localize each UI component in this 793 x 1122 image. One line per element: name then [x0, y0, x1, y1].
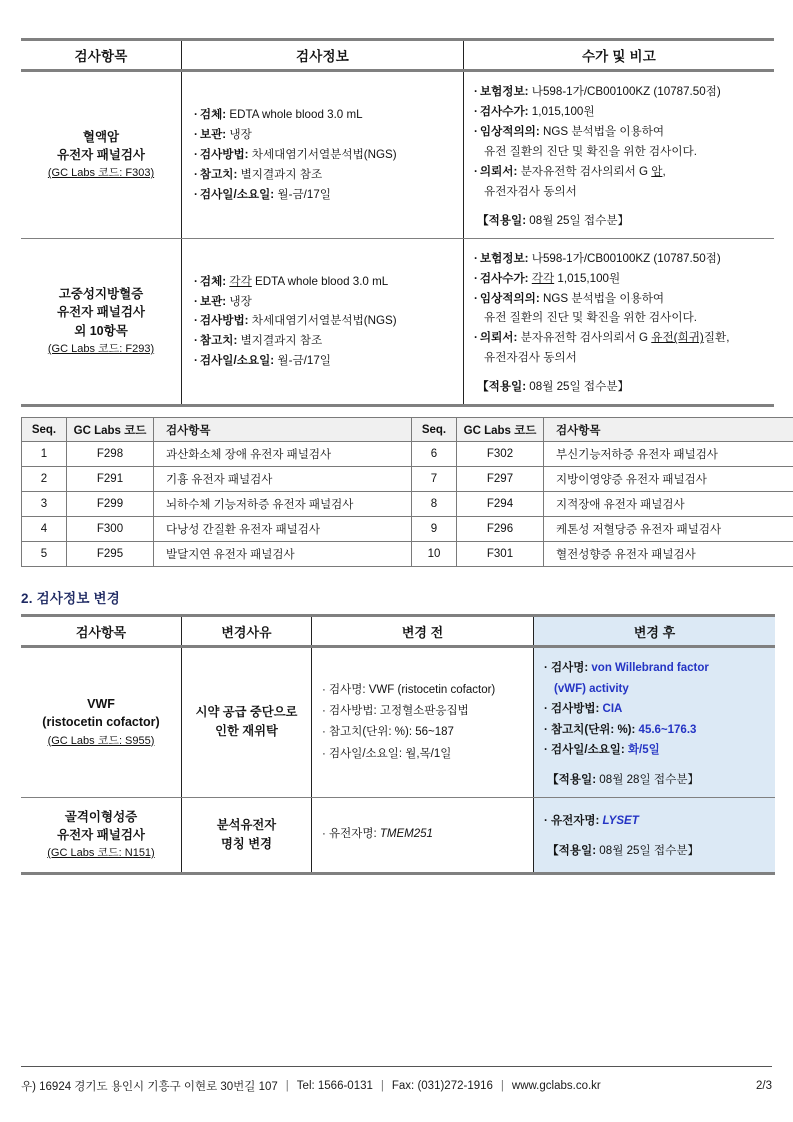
col-header-seq-right: Seq. — [412, 418, 457, 442]
cell-seq: 2 — [22, 467, 67, 492]
info-item: · 보관: 냉장 — [194, 127, 252, 141]
cell-seq: 9 — [412, 517, 457, 542]
cell-seq: 8 — [412, 492, 457, 517]
table-header-row — [21, 40, 774, 71]
col-header-after: 변경 후 — [534, 616, 776, 647]
new-tests-table — [21, 38, 774, 407]
test-item-cell — [21, 71, 182, 239]
col-header-seq-left: Seq. — [22, 418, 67, 442]
col-header-code-left: GC Labs 코드 — [67, 418, 154, 442]
cell-seq: 10 — [412, 542, 457, 567]
table-row — [21, 797, 775, 873]
col-header-test-item: 검사항목 — [21, 40, 182, 71]
info-item: · 참고치: 별지결과지 참조 — [194, 167, 323, 181]
test-item-cell — [21, 238, 182, 406]
apply-date: 【적용일: 08월 25일 접수분】 — [477, 380, 630, 394]
before-list — [322, 824, 527, 845]
test-name-line1: 혈액암 — [82, 129, 120, 144]
fee-item-cont: 유전자검사 동의서 — [484, 184, 577, 198]
test-name-line1: 고중성지방혈증 — [58, 287, 144, 302]
cell-code: F299 — [67, 492, 154, 517]
info-item: · 검체: EDTA whole blood 3.0 mL — [194, 107, 363, 121]
before-item: · 유전자명: TMEM251 — [322, 828, 433, 841]
cell-seq: 7 — [412, 467, 457, 492]
cell-seq: 3 — [22, 492, 67, 517]
test-code: (GC Labs 코드: F303) — [47, 166, 155, 179]
table-row — [21, 647, 775, 797]
cell-code: F294 — [457, 492, 544, 517]
table-row — [22, 467, 793, 492]
info-item: · 참고치: 별지결과지 참조 — [194, 334, 323, 348]
col-header-name-right: 검사항목 — [544, 418, 793, 442]
footer-separator: | — [285, 1080, 289, 1092]
fee-item-cont: 유전 질환의 진단 및 확진을 위한 검사이다. — [484, 144, 697, 158]
fee-info-list — [474, 82, 768, 202]
document-body — [21, 38, 772, 875]
cell-name: 지적장애 유전자 패널검사 — [544, 492, 793, 517]
test-item-cell — [21, 647, 182, 797]
after-cell — [534, 647, 776, 797]
test-name-line2: 유전자 패널검사 — [57, 147, 145, 162]
fee-item: · 임상적의의: NGS 분석법을 이용하여 — [474, 124, 665, 138]
col-header-name-left: 검사항목 — [154, 418, 412, 442]
test-name-line1: VWF — [87, 697, 115, 712]
test-info-list — [194, 272, 457, 372]
cell-code: F295 — [67, 542, 154, 567]
after-item: · 검사명: von Willebrand factor — [544, 662, 709, 675]
footer-address: 우) 16924 경기도 용인시 기흥구 이현로 30번길 107 — [21, 1081, 278, 1093]
cell-code: F302 — [457, 442, 544, 467]
after-cell — [534, 797, 776, 873]
cell-name: 케톤성 저혈당증 유전자 패널검사 — [544, 517, 793, 542]
cell-name: 지방이영양증 유전자 패널검사 — [544, 467, 793, 492]
apply-date: 【적용일: 08월 28일 접수분】 — [547, 772, 700, 786]
fee-item: · 의뢰서: 분자유전학 검사의뢰서 G 암, — [474, 164, 666, 178]
table-row — [21, 238, 774, 406]
after-list — [544, 658, 769, 760]
footer-tel: Tel: 1566-0131 — [296, 1080, 373, 1092]
reason-line1: 시약 공급 중단으로 — [195, 705, 298, 720]
change-reason-cell — [182, 647, 312, 797]
test-code: (GC Labs 코드: N151) — [47, 846, 155, 859]
cell-code: F300 — [67, 517, 154, 542]
fee-item: · 검사수가: 각각 1,015,100원 — [474, 271, 621, 285]
after-item: · 유전자명: LYSET — [544, 815, 639, 828]
test-code: (GC Labs 코드: F293) — [47, 342, 155, 355]
info-item: · 검사일/소요일: 월-금/17일 — [194, 354, 331, 368]
before-item: · 검사일/소요일: 월,목/1일 — [322, 747, 452, 760]
table-row — [21, 71, 774, 239]
page-footer — [21, 1078, 772, 1094]
info-item: · 검사일/소요일: 월-금/17일 — [194, 187, 331, 201]
subitems-table-wrapper — [21, 417, 772, 567]
test-info-cell — [182, 71, 464, 239]
test-name-line2: 유전자 패널검사 — [57, 827, 145, 842]
after-item: · 참고치(단위: %): 45.6~176.3 — [544, 723, 697, 736]
before-item: · 검사방법: 고정혈소판응집법 — [322, 705, 469, 718]
before-list — [322, 680, 527, 765]
cell-seq: 1 — [22, 442, 67, 467]
table-row — [22, 542, 793, 567]
fee-item: · 의뢰서: 분자유전학 검사의뢰서 G 유전(희귀)질환, — [474, 331, 730, 345]
cell-name: 혈전성향증 유전자 패널검사 — [544, 542, 793, 567]
reason-line1: 분석유전자 — [216, 817, 277, 832]
after-list — [544, 811, 769, 831]
footer-page-number: 2/3 — [756, 1080, 772, 1092]
fee-item: · 보험정보: 나598-1가/CB00100KZ (10787.50점) — [474, 251, 721, 265]
info-item: · 검체: 각각 EDTA whole blood 3.0 mL — [194, 274, 389, 288]
change-reason-cell — [182, 797, 312, 873]
apply-date: 【적용일: 08월 25일 접수분】 — [477, 213, 630, 227]
subitems-table — [21, 417, 793, 567]
table-header-row — [22, 418, 793, 442]
table-row — [22, 517, 793, 542]
after-item: · 검사방법: CIA — [544, 703, 623, 716]
cell-code: F296 — [457, 517, 544, 542]
cell-seq: 6 — [412, 442, 457, 467]
footer-separator: | — [500, 1080, 504, 1092]
footer-separator: | — [380, 1080, 384, 1092]
table-header-row — [21, 616, 775, 647]
reason-line2: 명칭 변경 — [221, 836, 272, 851]
cell-name: 기흉 유전자 패널검사 — [154, 467, 412, 492]
test-name-line3: 외 10항목 — [74, 323, 128, 338]
table-row — [22, 492, 793, 517]
cell-name: 발달지연 유전자 패널검사 — [154, 542, 412, 567]
col-header-change-reason: 변경사유 — [182, 616, 312, 647]
info-item: · 보관: 냉장 — [194, 294, 252, 308]
col-header-fee-remarks: 수가 및 비고 — [464, 40, 775, 71]
footer-divider — [21, 1066, 772, 1067]
footer-website: www.gclabs.co.kr — [511, 1080, 601, 1092]
col-header-before: 변경 전 — [312, 616, 534, 647]
table-row — [22, 442, 793, 467]
after-item-cont: (vWF) activity — [554, 682, 629, 695]
after-item: · 검사일/소요일: 화/5일 — [544, 744, 660, 757]
info-item: · 검사방법: 차세대염기서열분석법(NGS) — [194, 314, 397, 328]
info-item: · 검사방법: 차세대염기서열분석법(NGS) — [194, 147, 397, 161]
apply-date: 【적용일: 08월 25일 접수분】 — [547, 843, 700, 857]
fee-item: · 보험정보: 나598-1가/CB00100KZ (10787.50점) — [474, 85, 721, 98]
cell-seq: 5 — [22, 542, 67, 567]
test-item-cell — [21, 797, 182, 873]
test-info-list — [194, 105, 457, 205]
cell-name: 부신기능저하증 유전자 패널검사 — [544, 442, 793, 467]
cell-code: F298 — [67, 442, 154, 467]
cell-seq: 4 — [22, 517, 67, 542]
col-header-test-info: 검사정보 — [182, 40, 464, 71]
test-info-cell — [182, 238, 464, 406]
cell-name: 과산화소체 장애 유전자 패널검사 — [154, 442, 412, 467]
test-name-line1: 골격이형성증 — [64, 809, 138, 824]
before-item: · 참고치(단위: %): 56~187 — [322, 726, 454, 739]
cell-code: F297 — [457, 467, 544, 492]
before-cell — [312, 647, 534, 797]
fee-remarks-cell — [464, 71, 775, 239]
col-header-code-right: GC Labs 코드 — [457, 418, 544, 442]
cell-name: 뇌하수체 기능저하증 유전자 패널검사 — [154, 492, 412, 517]
section-heading-2: 2. 검사정보 변경 — [21, 591, 121, 607]
fee-item-cont: 유전자검사 동의서 — [484, 351, 577, 365]
fee-item: · 검사수가: 1,015,100원 — [474, 104, 595, 118]
cell-name: 다낭성 간질환 유전자 패널검사 — [154, 517, 412, 542]
cell-code: F301 — [457, 542, 544, 567]
test-name-line2: 유전자 패널검사 — [57, 305, 145, 320]
before-cell — [312, 797, 534, 873]
fee-info-list — [474, 249, 768, 369]
reason-line2: 인한 재위탁 — [215, 724, 278, 739]
footer-fax: Fax: (031)272-1916 — [391, 1080, 493, 1092]
fee-item-cont: 유전 질환의 진단 및 확진을 위한 검사이다. — [484, 311, 697, 325]
fee-remarks-cell — [464, 238, 775, 406]
test-info-change-table — [21, 614, 775, 875]
col-header-test-item: 검사항목 — [21, 616, 182, 647]
fee-item: · 임상적의의: NGS 분석법을 이용하여 — [474, 291, 665, 305]
test-name-line2: (ristocetin cofactor) — [42, 715, 160, 730]
test-code: (GC Labs 코드: S955) — [47, 734, 155, 747]
cell-code: F291 — [67, 467, 154, 492]
before-item: · 검사명: VWF (ristocetin cofactor) — [322, 683, 496, 696]
